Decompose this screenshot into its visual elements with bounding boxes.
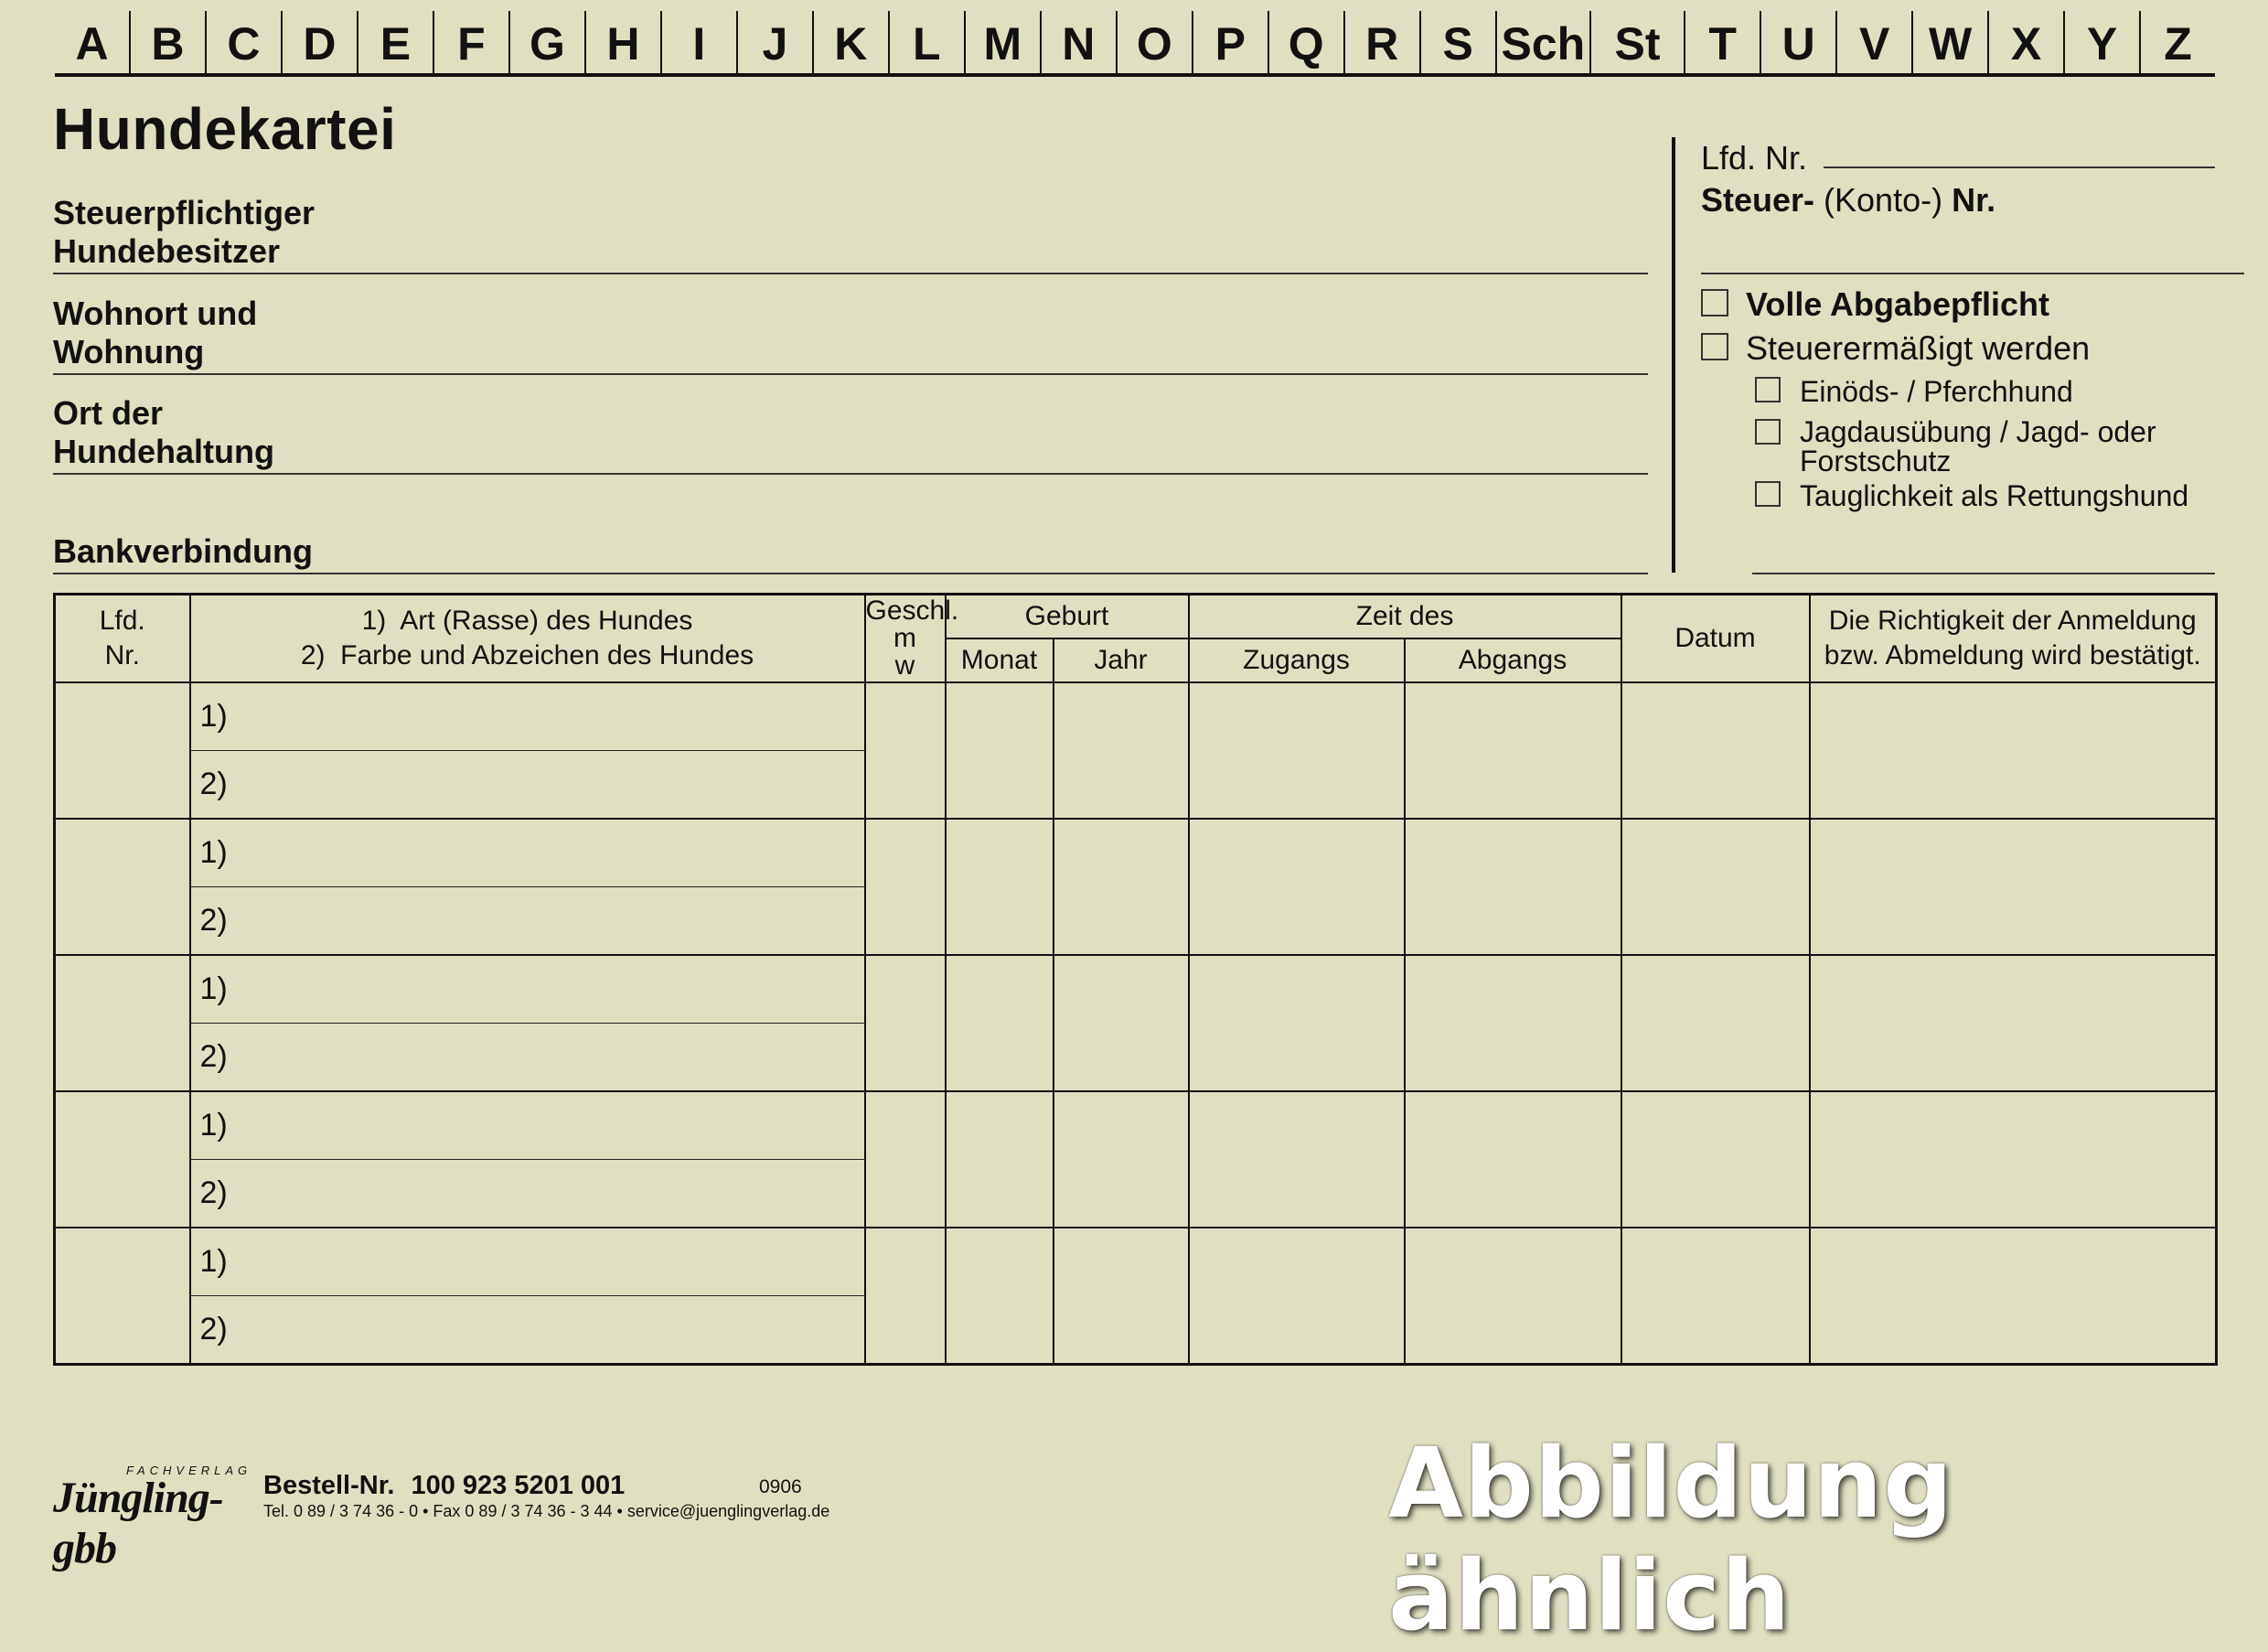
col-zeit-header: Zeit des bbox=[1189, 595, 1621, 638]
cell-bestaetigung[interactable] bbox=[1810, 1228, 2217, 1365]
dog-entry-row bbox=[55, 819, 2217, 887]
rettungshund-label: Tauglichkeit als Rettungshund bbox=[1800, 479, 2189, 512]
register-letter[interactable]: R bbox=[1343, 11, 1419, 73]
jagd-label-line2: Forstschutz bbox=[1800, 445, 1952, 477]
section-divider bbox=[1672, 137, 1675, 573]
cell-zugang[interactable] bbox=[1189, 682, 1405, 819]
register-letter[interactable]: C bbox=[205, 11, 281, 73]
cell-abgang[interactable] bbox=[1405, 1091, 1621, 1228]
register-letter[interactable]: G bbox=[508, 11, 584, 73]
register-letter[interactable]: X bbox=[1987, 11, 2063, 73]
register-letter[interactable]: N bbox=[1040, 11, 1116, 73]
register-letter[interactable]: A bbox=[75, 18, 109, 70]
cell-geburt-monat[interactable] bbox=[946, 1091, 1054, 1228]
order-label: Bestell-Nr. bbox=[263, 1471, 395, 1500]
register-letter[interactable]: U bbox=[1760, 11, 1835, 73]
cell-geburt-jahr[interactable] bbox=[1054, 682, 1189, 819]
cell-abgang[interactable] bbox=[1405, 955, 1621, 1091]
cell-datum[interactable] bbox=[1621, 1091, 1810, 1228]
bank-field-line[interactable] bbox=[53, 573, 1648, 574]
cell-lfd-nr[interactable] bbox=[55, 1091, 190, 1228]
cell-datum[interactable] bbox=[1621, 1228, 1810, 1365]
cell-geburt-jahr[interactable] bbox=[1054, 955, 1189, 1091]
register-letter[interactable]: L bbox=[888, 11, 964, 73]
col-confirm-line1: Die Richtigkeit der Anmeldung bbox=[1828, 605, 2197, 636]
cell-bestaetigung[interactable] bbox=[1810, 819, 2217, 955]
cell-art-rasse[interactable]: 1) bbox=[190, 955, 865, 1024]
register-letter[interactable]: F bbox=[433, 11, 508, 73]
cell-geschlecht[interactable] bbox=[865, 1091, 946, 1228]
cell-lfd-nr[interactable] bbox=[55, 955, 190, 1091]
cell-geschlecht[interactable] bbox=[865, 682, 946, 819]
cell-geburt-jahr[interactable] bbox=[1054, 819, 1189, 955]
keeping-field-line[interactable] bbox=[53, 473, 1648, 475]
cell-art-rasse[interactable]: 1) bbox=[190, 682, 865, 751]
col-monat-header: Monat bbox=[946, 638, 1054, 682]
right-bottom-line bbox=[1752, 573, 2215, 574]
owner-label-line1: Steuerpflichtiger bbox=[53, 194, 316, 231]
col-confirm-header bbox=[1810, 595, 2217, 682]
cell-bestaetigung[interactable] bbox=[1810, 682, 2217, 819]
cell-abgang[interactable] bbox=[1405, 682, 1621, 819]
cell-zugang[interactable] bbox=[1189, 955, 1405, 1091]
order-value: 100 923 5201 001 bbox=[411, 1471, 626, 1500]
register-letter[interactable]: T bbox=[1684, 11, 1760, 73]
register-letter[interactable]: J bbox=[736, 11, 812, 73]
register-letter[interactable]: V bbox=[1835, 11, 1911, 73]
cell-abgang[interactable] bbox=[1405, 1228, 1621, 1365]
lfd-nr-field-line[interactable] bbox=[1824, 166, 2215, 168]
logo-brand: Jüngling-gbb bbox=[53, 1474, 223, 1572]
register-letter[interactable]: O bbox=[1116, 11, 1192, 73]
col-lfd-line2: Nr. bbox=[104, 639, 140, 670]
col-confirm-line2: bzw. Abmeldung wird bestätigt. bbox=[1824, 639, 2201, 670]
watermark-text: Abbildung ähnlich bbox=[1388, 1427, 1954, 1652]
residence-field-line[interactable] bbox=[53, 373, 1648, 375]
col-datum-header: Datum bbox=[1621, 595, 1810, 682]
order-number bbox=[263, 1471, 625, 1501]
cell-geschlecht[interactable] bbox=[865, 1228, 946, 1365]
jagd-label-line1: Jagdausübung / Jagd- oder bbox=[1800, 415, 2156, 448]
cell-farbe-abzeichen[interactable]: 2) bbox=[190, 1023, 865, 1091]
dog-entry-row bbox=[55, 682, 2217, 751]
cell-datum[interactable] bbox=[1621, 819, 1810, 955]
reduced-tax-label: Steuerermäßigt werden bbox=[1746, 329, 2091, 367]
cell-geburt-monat[interactable] bbox=[946, 955, 1054, 1091]
steuer-nr-field-line[interactable] bbox=[1701, 273, 2244, 274]
cell-farbe-abzeichen[interactable]: 2) bbox=[190, 750, 865, 819]
col-geschl-m: m bbox=[893, 622, 916, 653]
cell-zugang[interactable] bbox=[1189, 819, 1405, 955]
register-letter[interactable]: B bbox=[129, 11, 205, 73]
dog-register-table bbox=[53, 593, 2215, 1372]
cell-farbe-abzeichen[interactable]: 2) bbox=[190, 886, 865, 955]
register-letter[interactable]: Sch bbox=[1495, 11, 1589, 73]
logo-fachverlag: FACHVERLAG bbox=[126, 1464, 252, 1477]
dog-entry-row bbox=[55, 1091, 2217, 1160]
page-title: Hundekartei bbox=[53, 96, 397, 162]
residence-label bbox=[53, 295, 257, 371]
col-geschl-header bbox=[865, 595, 959, 682]
register-letter[interactable]: E bbox=[357, 11, 433, 73]
register-letter[interactable]: Y bbox=[2063, 11, 2139, 73]
full-tax-label: Volle Abgabepflicht bbox=[1746, 285, 2050, 323]
col-lfd-line1: Lfd. bbox=[99, 605, 145, 636]
steuer-nr-konto: (Konto-) bbox=[1814, 181, 1952, 219]
residence-label-line1: Wohnort und bbox=[53, 295, 258, 332]
col-zugang-header: Zugangs bbox=[1189, 638, 1405, 682]
register-letter[interactable]: Z bbox=[2139, 11, 2215, 73]
einoed-label: Einöds- / Pferchhund bbox=[1800, 375, 2073, 408]
col-jahr-header: Jahr bbox=[1054, 638, 1189, 682]
einoed-checkbox[interactable] bbox=[1755, 377, 1781, 402]
register-letter[interactable]: Q bbox=[1268, 11, 1343, 73]
dog-entry-row bbox=[55, 1228, 2217, 1296]
register-letter[interactable]: D bbox=[281, 11, 357, 73]
cell-lfd-nr[interactable] bbox=[55, 682, 190, 819]
cell-datum[interactable] bbox=[1621, 955, 1810, 1091]
cell-geburt-jahr[interactable] bbox=[1054, 1228, 1189, 1365]
register-letter[interactable]: W bbox=[1911, 11, 1987, 73]
cell-art-rasse[interactable]: 1) bbox=[190, 819, 865, 887]
cell-geburt-jahr[interactable] bbox=[1054, 1091, 1189, 1228]
col-lfd-nr-header bbox=[55, 595, 190, 682]
register-letter[interactable]: H bbox=[584, 11, 660, 73]
rettungshund-checkbox[interactable] bbox=[1755, 481, 1781, 507]
cell-bestaetigung[interactable] bbox=[1810, 955, 2217, 1091]
jagd-label bbox=[1800, 417, 2156, 476]
cell-geschlecht[interactable] bbox=[865, 819, 946, 955]
steuer-nr-label bbox=[1701, 181, 1995, 220]
full-tax-checkbox[interactable] bbox=[1701, 289, 1728, 316]
alphabet-register bbox=[55, 11, 2215, 77]
residence-label-line2: Wohnung bbox=[53, 333, 205, 370]
steuer-nr-bold: Steuer- bbox=[1701, 181, 1815, 219]
cell-zugang[interactable] bbox=[1189, 1228, 1405, 1365]
cell-geburt-monat[interactable] bbox=[946, 1228, 1054, 1365]
cell-datum[interactable] bbox=[1621, 682, 1810, 819]
cell-abgang[interactable] bbox=[1405, 819, 1621, 955]
reduced-tax-checkbox[interactable] bbox=[1701, 333, 1728, 360]
bank-label: Bankverbindung bbox=[53, 532, 314, 570]
jagd-checkbox[interactable] bbox=[1755, 419, 1781, 445]
col-art-header bbox=[190, 595, 865, 682]
register-letter[interactable]: K bbox=[812, 11, 888, 73]
keeping-label-line1: Ort der bbox=[53, 394, 164, 432]
owner-label bbox=[53, 194, 315, 271]
register-letter[interactable]: M bbox=[964, 11, 1040, 73]
owner-label-line2: Hundebesitzer bbox=[53, 232, 281, 270]
edition-code: 0906 bbox=[759, 1476, 802, 1497]
col-art-line1: 1) Art (Rasse) des Hundes bbox=[361, 605, 693, 636]
cell-farbe-abzeichen[interactable]: 2) bbox=[190, 1159, 865, 1228]
keeping-label bbox=[53, 394, 274, 471]
steuer-nr-suffix: Nr. bbox=[1952, 181, 1996, 219]
cell-bestaetigung[interactable] bbox=[1810, 1091, 2217, 1228]
cell-geburt-monat[interactable] bbox=[946, 682, 1054, 819]
cell-lfd-nr[interactable] bbox=[55, 1228, 190, 1365]
dog-entry-row bbox=[55, 955, 2217, 1024]
col-geschl-label: Geschl. bbox=[865, 595, 959, 626]
publisher-logo bbox=[53, 1464, 252, 1572]
register-letter[interactable]: St bbox=[1589, 11, 1684, 73]
owner-field-line[interactable] bbox=[53, 273, 1648, 274]
register-letter[interactable]: S bbox=[1419, 11, 1495, 73]
keeping-label-line2: Hundehaltung bbox=[53, 433, 274, 470]
cell-lfd-nr[interactable] bbox=[55, 819, 190, 955]
cell-zugang[interactable] bbox=[1189, 1091, 1405, 1228]
cell-geschlecht[interactable] bbox=[865, 955, 946, 1091]
col-geburt-header: Geburt bbox=[946, 595, 1189, 638]
publisher-contact: Tel. 0 89 / 3 74 36 - 0 • Fax 0 89 / 3 74 36 - 3 44 • service@juenglingverlag.de bbox=[263, 1502, 830, 1520]
col-abgang-header: Abgangs bbox=[1405, 638, 1621, 682]
col-geschl-w: w bbox=[894, 649, 915, 681]
cell-geburt-monat[interactable] bbox=[946, 819, 1054, 955]
register-letter[interactable]: I bbox=[660, 11, 736, 73]
cell-art-rasse[interactable]: 1) bbox=[190, 1091, 865, 1160]
col-art-line2: 2) Farbe und Abzeichen des Hundes bbox=[300, 639, 754, 670]
cell-farbe-abzeichen[interactable]: 2) bbox=[190, 1295, 865, 1364]
register-letter[interactable]: P bbox=[1192, 11, 1268, 73]
lfd-nr-label: Lfd. Nr. bbox=[1701, 139, 1808, 177]
cell-art-rasse[interactable]: 1) bbox=[190, 1228, 865, 1296]
